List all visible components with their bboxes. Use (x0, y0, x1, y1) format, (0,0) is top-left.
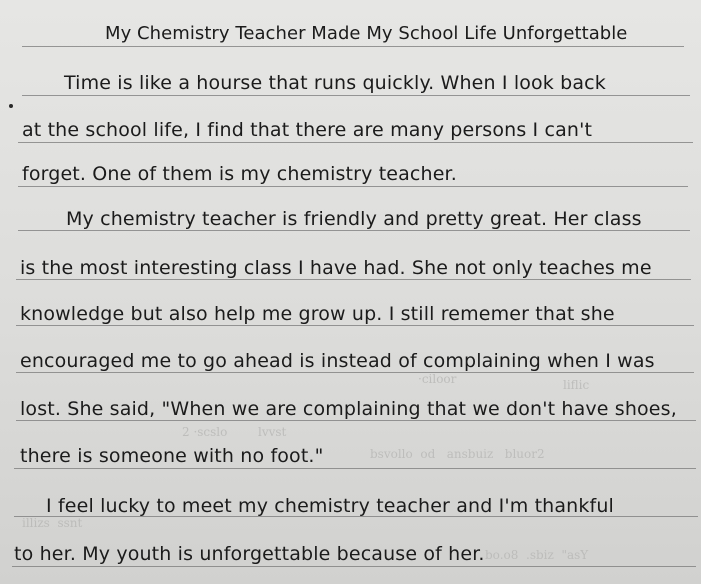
essay-line: at the school life, I find that there are many persons I can't (22, 119, 593, 141)
essay-line: knowledge but also help me grow up. I still rememer that she (20, 303, 615, 325)
essay-line: Time is like a hourse that runs quickly. When I look back (64, 72, 606, 94)
bleed-through-mark: liflic (563, 378, 590, 392)
bleed-through-mark: bo.o8 .sbiz "asY (485, 548, 589, 562)
ruled-line (22, 46, 684, 47)
ruled-line (18, 186, 688, 187)
essay-line: My chemistry teacher is friendly and pretty great. Her class (66, 208, 642, 230)
bleed-through-mark: bsvollo od ansbuiz bluor2 (370, 447, 545, 461)
essay-title: My Chemistry Teacher Made My School Life Unforgettable (105, 23, 628, 44)
ruled-line (12, 566, 696, 567)
essay-line: to her. My youth is unforgettable because of her. (14, 543, 485, 565)
bleed-through-mark: lvvst (258, 425, 287, 439)
essay-line: I feel lucky to meet my chemistry teacher and I'm thankful (46, 495, 614, 517)
ruled-line (14, 468, 696, 469)
essay-line: is the most interesting class I have had. She not only teaches me (20, 257, 652, 279)
ruled-line (18, 142, 693, 143)
bleed-through-mark: ·ciloor (418, 372, 457, 386)
essay-line: there is someone with no foot." (20, 445, 324, 467)
essay-line: forget. One of them is my chemistry teacher. (22, 163, 457, 185)
margin-dot (9, 104, 13, 108)
essay-line: lost. She said, "When we are complaining that we don't have shoes, (20, 398, 677, 420)
bleed-through-mark: 2 ·scslo (182, 425, 228, 439)
bleed-through-mark: illizs ssnt (22, 516, 83, 530)
ruled-line (22, 95, 690, 96)
essay-line: encouraged me to go ahead is instead of complaining when I was (20, 350, 655, 372)
